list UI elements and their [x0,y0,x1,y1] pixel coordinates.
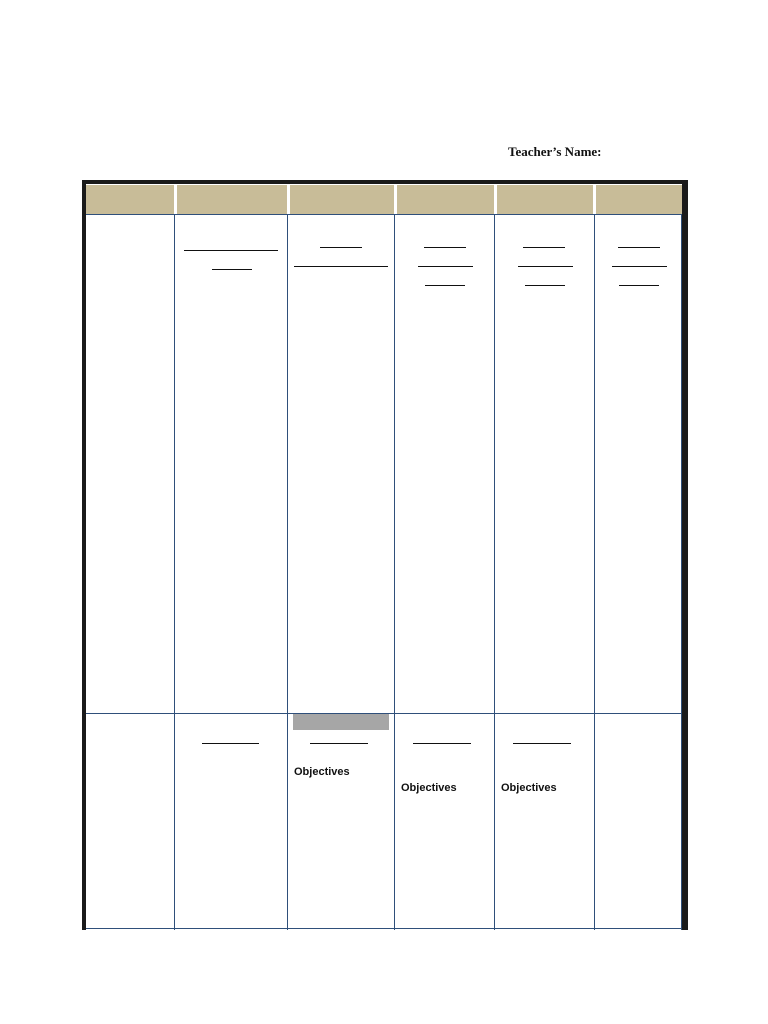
objectives-label: Objectives [401,782,457,794]
blank-line [525,285,565,286]
blank-line [418,266,473,267]
header-cell-2 [177,185,287,214]
blank-line [612,266,667,267]
blank-line [294,266,388,267]
objectives-label: Objectives [501,782,557,794]
header-cell-6 [596,185,682,214]
blank-line [212,269,252,270]
column-divider [287,214,288,930]
blank-line [320,247,362,248]
header-cell-1 [86,185,174,214]
objectives-label: Objectives [294,766,350,778]
table-body [86,184,682,930]
header-cell-3 [290,185,394,214]
blank-line [202,743,259,744]
blank-line [424,247,466,248]
teacher-name-label: Teacher’s Name: [508,144,602,159]
blank-line [523,247,565,248]
column-divider [494,214,495,930]
column-divider [174,214,175,930]
highlight-block [293,714,389,730]
blank-line [413,743,471,744]
blank-line [513,743,571,744]
row-divider [86,214,682,215]
blank-line [518,266,573,267]
row-divider [86,928,682,929]
column-divider [594,214,595,930]
blank-line [619,285,659,286]
column-divider [681,214,682,930]
header-cell-5 [497,185,593,214]
header-cell-4 [397,185,494,214]
blank-line [184,250,278,251]
column-divider [394,214,395,930]
blank-line [618,247,660,248]
blank-line [310,743,368,744]
blank-line [425,285,465,286]
